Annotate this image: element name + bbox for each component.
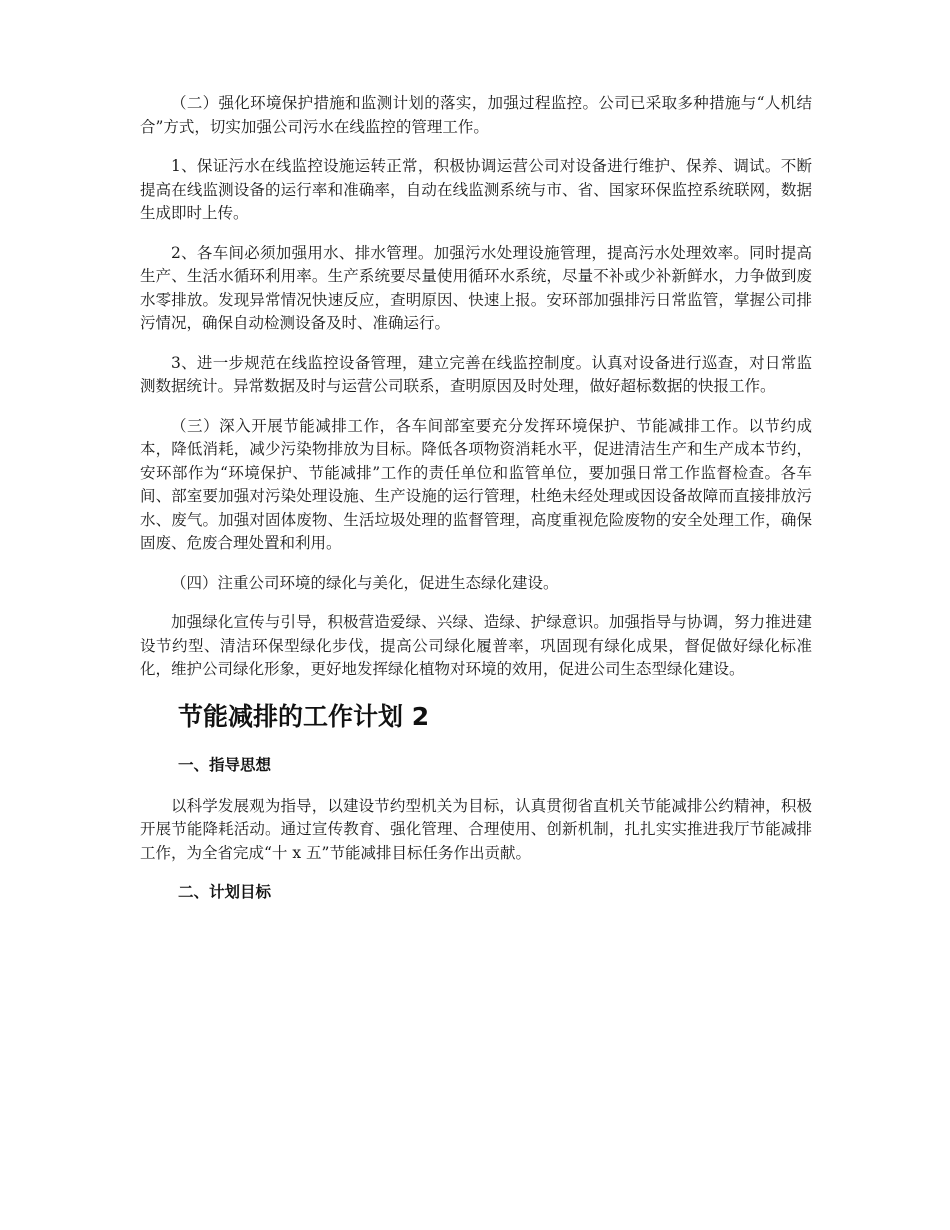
paragraph-item-3: 3、进一步规范在线监控设备管理，建立完善在线监控制度。认真对设备进行巡查，对日常监测数据统计。异常数据及时与运营公司联系，查明原因及时处理，做好超标数据的快报工作。 <box>140 353 812 395</box>
paragraph-greening-heading: （四）注重公司环境的绿化与美化，促进生态绿化建设。 <box>171 573 559 592</box>
subheading-plan-goals: 二、计划目标 <box>178 883 272 901</box>
paragraph-item-1: 1、保证污水在线监控设施运转正常，积极协调运营公司对设备进行维护、保养、调试。不断提高在线监测设备的运行率和准确率，自动在线监测系统与市、省、国家环保监控系统联网，数据生成即时上传。 <box>140 157 812 222</box>
document-page <box>140 92 812 922</box>
paragraph-item-2: 2、各车间必须加强用水、排水管理。加强污水处理设施管理，提高污水处理效率。同时提高生产、生活水循环利用率。生产系统要尽量使用循环水系统，尽量不补或少补新鲜水，力争做到废水零排放。发现异常情况快速反应，查明原因、快速上报。安环部加强排污日常监管，掌握公司排污情况，确保自动检测设备及时、准确运行。 <box>140 243 812 332</box>
paragraph-greening-body: 加强绿化宣传与引导，积极营造爱绿、兴绿、造绿、护绿意识。加强指导与协调，努力推进建设节约型、清洁环保型绿化步伐，提高公司绿化履普率，巩固现有绿化成果，督促做好绿化标准化，维护公司绿化形象，更好地发挥绿化植物对环境的效用，促进公司生态型绿化建设。 <box>140 613 812 678</box>
paragraph-energy-saving: （三）深入开展节能减排工作，各车间部室要充分发挥环境保护、节能减排工作。以节约成本，降低消耗，减少污染物排放为目标。降低各项物资消耗水平，促进清洁生产和生产成本节约，安环部作为“环境保护、节能减排”工作的责任单位和监管单位，要加强日常工作监督检查。各车间、部室要加强对污染处理设施、生产设施的运行管理，杜绝未经处理或因设备故障而直接排放污水、废气。加强对固体废物、生活垃圾处理的监督管理，高度重视危险废物的安全处理工作，确保固废、危废合理处置和利用。 <box>140 416 812 552</box>
subheading-guiding-ideology: 一、指导思想 <box>178 755 272 774</box>
section-title: 节能减排的工作计划 2 <box>178 701 430 731</box>
paragraph-strengthen-monitoring: （二）强化环境保护措施和监测计划的落实，加强过程监控。公司已采取多种措施与“人机结合”方式，切实加强公司污水在线监控的管理工作。 <box>140 94 812 136</box>
paragraph-guiding-ideology: 以科学发展观为指导，以建设节约型机关为目标，认真贯彻省直机关节能减排公约精神，积极开展节能降耗活动。通过宣传教育、强化管理、合理使用、创新机制，扎扎实实推进我厅节能减排工作，为全省完成“十 x 五”节能减排目标任务作出贡献。 <box>140 796 812 862</box>
